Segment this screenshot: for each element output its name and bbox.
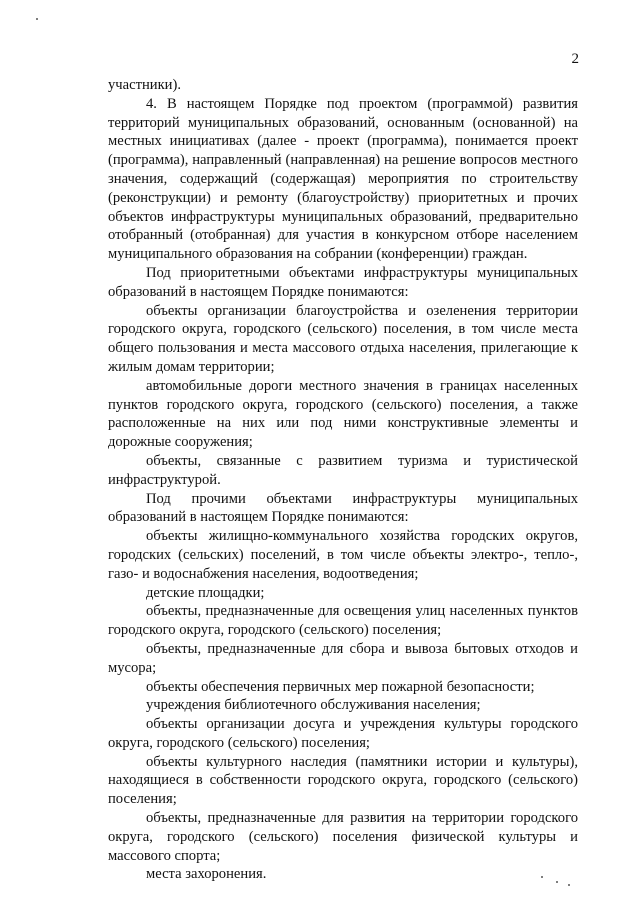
paragraph: Под приоритетными объектами инфраструктуры муниципальных образований в настоящем Порядке понимаются: <box>108 264 578 300</box>
paragraph: объекты организации досуга и учреждения культуры городского округа, городского (сельского) поселения; <box>108 716 578 751</box>
paragraph: участники). <box>108 77 181 93</box>
paragraph: объекты, предназначенные для развития на территории городского округа, городского (сельского) поселения физической культуры и массового спорта; <box>108 810 578 864</box>
paragraph: объекты организации благоустройства и озеленения территории городского округа, городского (сельского) поселения, в том числе места общего пользования и места массового отдыха населения, прилегающие к жилым домам территории; <box>108 302 578 375</box>
paragraph: Под прочими объектами инфраструктуры муниципальных образований в настоящем Порядке понимаются: <box>108 490 578 526</box>
paragraph: объекты, предназначенные для сбора и вывоза бытовых отходов и мусора; <box>108 640 578 676</box>
scan-speck <box>568 884 570 886</box>
scan-speck <box>36 18 38 20</box>
paragraph: 4. В настоящем Порядке под проектом (программой) развития территорий муниципальных образований, основанным (основанной) на местных инициативах (далее - проект (программа), понимается проект (программа), направленный (направленная) на решение вопросов местного значения, содержащий (содержащая) мероприятия по строительству (реконструкции) и ремонту (благоустройству) приоритетных и прочих объектов инфраструктуры муниципальных образований, предварительно отобранный (отобранная) для участия в конкурсном отборе населением муниципального образования на собрании (конференции) граждан. <box>108 95 578 263</box>
paragraph: объекты жилищно-коммунального хозяйства городских округов, городских (сельских) поселений, в том числе объекты электро-, тепло-, газо- и водоснабжения населения, водоотведения; <box>108 528 578 582</box>
paragraph: объекты обеспечения первичных мер пожарной безопасности; <box>146 678 535 695</box>
document-body <box>108 76 578 884</box>
paragraph: объекты, предназначенные для освещения улиц населенных пунктов городского округа, городского (сельского) поселения; <box>108 603 578 639</box>
paragraph: объекты культурного наследия (памятники истории и культуры), находящиеся в собственности городского округа, городского (сельского) поселения; <box>108 753 578 808</box>
paragraph: автомобильные дороги местного значения в границах населенных пунктов городского округа, городского (сельского) поселения, а также расположенные на них или под ними конструктивные элементы и дорожные сооружения; <box>108 377 578 451</box>
scan-speck <box>541 876 543 878</box>
scan-speck <box>556 881 558 883</box>
paragraph: объекты, связанные с развитием туризма и туристической инфраструктурой. <box>108 452 578 488</box>
page-number: 2 <box>571 51 579 67</box>
paragraph: места захоронения. <box>146 866 267 883</box>
paragraph: детские площадки; <box>146 584 265 601</box>
paragraph: учреждения библиотечного обслуживания населения; <box>146 697 481 714</box>
